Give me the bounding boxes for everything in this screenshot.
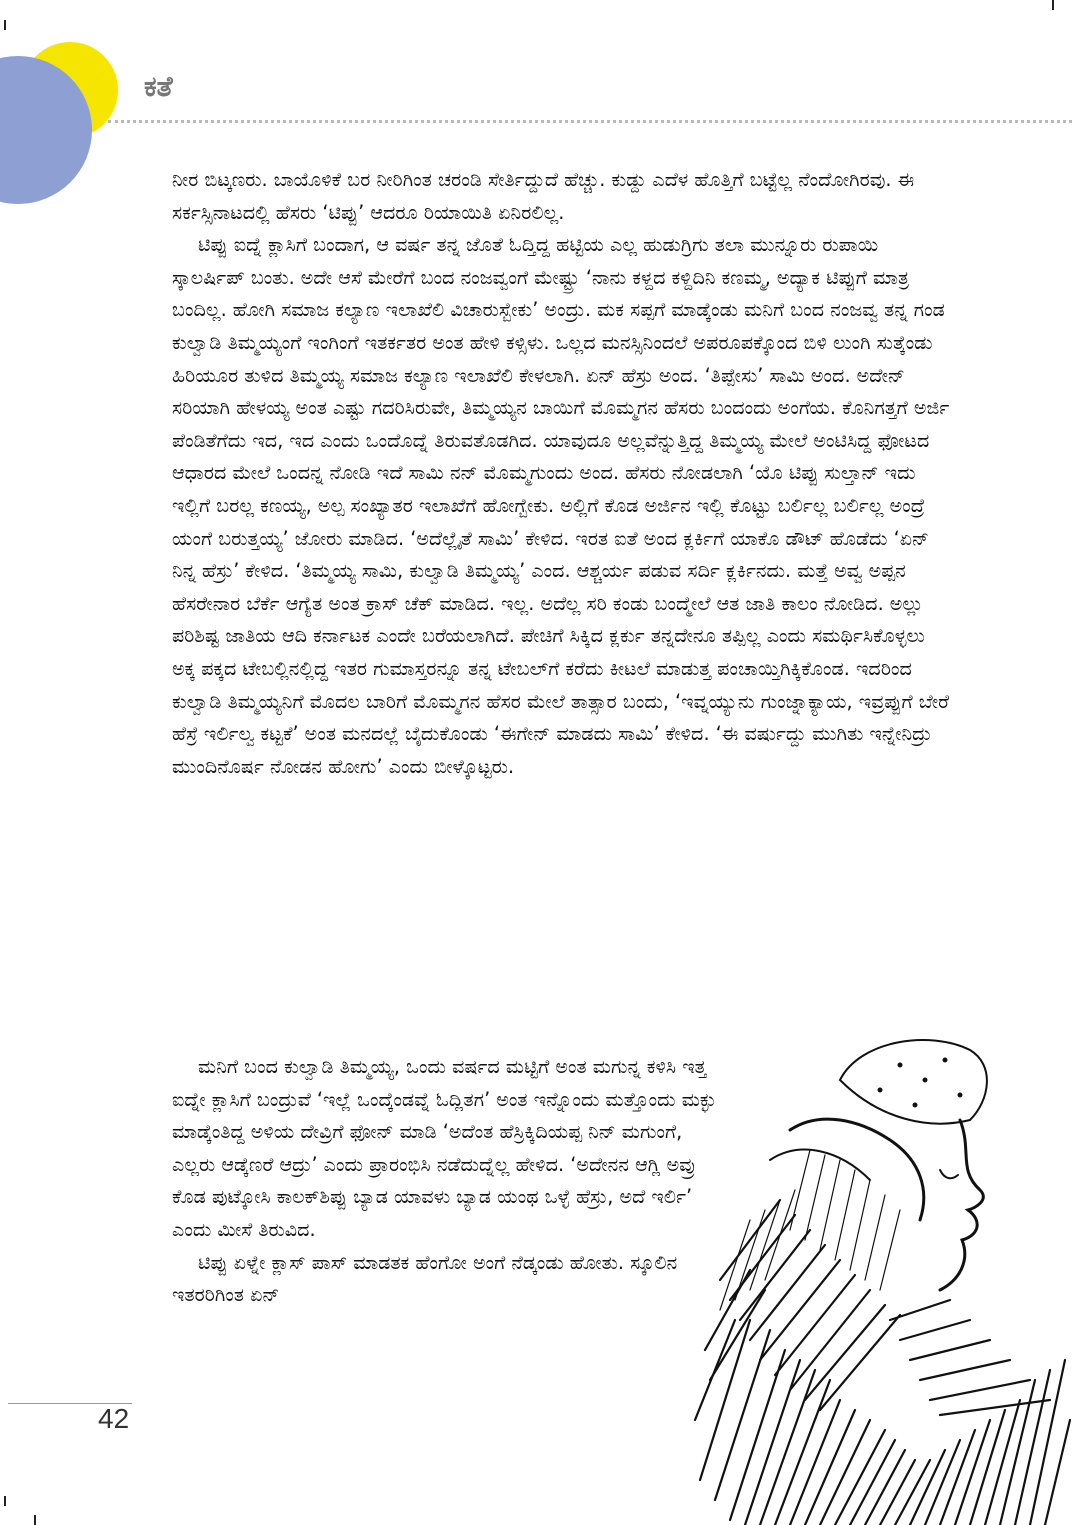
- article-body-narrow: [172, 1051, 728, 1312]
- crop-mark: [1052, 0, 1054, 10]
- sketch-portrait-illustration: [690, 1020, 1072, 1525]
- section-title: ಕತೆ: [144, 70, 173, 103]
- paragraph: ಟಿಪ್ಪು ಏಳ್ನೇ ಕ್ಲಾಸ್ ಪಾಸ್ ಮಾಡತಕ ಹೆಂಗೋ ಅಂಗೆ ನೆಡ್ಕಂಡು ಹೋತು. ಸ್ಕೂಲಿನ ಇತರರಿಗಿಂತ ಏನ್: [172, 1250, 678, 1307]
- paragraph: ಟಿಪ್ಪು ಐದ್ನೆ ಕ್ಲಾಸಿಗೆ ಬಂದಾಗ, ಆ ವರ್ಷ ತನ್ನ ಜೊತೆ ಓದ್ತಿದ್ದ ಹಟ್ಟಿಯ ಎಲ್ಲ ಹುಡುಗ್ರಿಗು ತಲಾ ಮುನ್ನೂರು ರುಪಾಯಿ ಸ್ಕಾಲರ್ಷಿಪ್ ಬಂತು. ಅದೇ ಆಸೆ ಮೇರೆಗೆ ಬಂದ ನಂಜವ್ವಂಗೆ ಮೇಷ್ಟ್ರು ‘ನಾನು ಕಳ್ದದ ಕಳ್ದಿದಿನಿ ಕಣಮ್ಮ, ಅದ್ಯಾಕ ಟಿಪ್ಪುಗೆ ಮಾತ್ರ ಬಂದಿಲ್ಲ. ಹೋಗಿ ಸಮಾಜ ಕಲ್ಯಾಣ ಇಲಾಖೆಲಿ ವಿಚಾರುಸ್ಬೇಕು’ ಅಂದ್ರು. ಮಕ ಸಪ್ಪಗೆ ಮಾಡ್ಕೆಂಡು ಮನಿಗೆ ಬಂದ ನಂಜವ್ವ ತನ್ನ ಗಂಡ ಕುಲ್ವಾಡಿ ತಿಮ್ಮಯ್ಯಂಗೆ ಇಂಗಿಂಗೆ ಇತರ್ಕತರ ಅಂತ ಹೇಳಿ ಕಳ್ಸಿಳು. ಒಲ್ಲದ ಮನಸ್ಸಿನಿಂದಲೆ ಅಪರೂಪಕ್ಕೊಂದ ಬಿಳಿ ಲುಂಗಿ ಸುತ್ಕೆಂಡು ಹಿರಿಯೂರ ತುಳಿದ ತಿಮ್ಮಯ್ಯ ಸಮಾಜ ಕಲ್ಯಾಣ ಇಲಾಖೆಲಿ ಕೇಳಲಾಗಿ. ಏನ್ ಹೆಸ್ರು ಅಂದ. ‘ತಿಪ್ಪೇಸು’ ಸಾಮಿ ಅಂದ. ಅದೇನ್ ಸರಿಯಾಗಿ ಹೇಳಯ್ಯ ಅಂತ ಎಷ್ಟು ಗದರಿಸಿರುವೇ, ತಿಮ್ಮಯ್ಯನ ಬಾಯಿಗೆ ಮೊಮ್ಮಗನ ಹೆಸರು ಬಂದಂದು ಅಂಗೆಯ. ಕೊನಿಗತ್ತಗೆ ಅರ್ಜಿ ಪೆಂಡಿತೆಗೆದು ಇದ, ಇದ ಎಂದು ಒಂದೊದ್ನೆ ತಿರುವತೊಡಗಿದ. ಯಾವುದೂ ಅಲ್ಲವೆನ್ನುತ್ತಿದ್ದ ತಿಮ್ಮಯ್ಯ ಮೇಲೆ ಅಂಟಿಸಿದ್ದ ಫೋಟದ ಆಧಾರದ ಮೇಲೆ ಒಂದನ್ನ ನೋಡಿ ಇದೆ ಸಾಮಿ ನನ್ ಮೊಮ್ಮಗುಂದು ಅಂದ. ಹೆಸರು ನೋಡಲಾಗಿ ‘ಯೊ ಟಿಪ್ಪು ಸುಲ್ತಾನ್ ಇದು ಇಲ್ಲಿಗೆ ಬರಲ್ಲ ಕಣಯ್ಯ, ಅಲ್ಪ ಸಂಖ್ಯಾತರ ಇಲಾಖೆಗೆ ಹೋಗ್ಬೇಕು. ಅಲ್ಲಿಗೆ ಕೊಡ ಅರ್ಜಿನ ಇಲ್ಲಿ ಕೊಟ್ಟು ಬರ್ಲಿಲ್ಲ ಬರ್ಲಿಲ್ಲ ಅಂದ್ರೆ ಯಂಗೆ ಬರುತ್ತಯ್ಯ’ ಜೋರು ಮಾಡಿದ. ‘ಅದೆಲ್ಲೈತೆ ಸಾಮಿ’ ಕೇಳಿದ. ಇರತ ಐತೆ ಅಂದ ಕ್ಲರ್ಕಿಗೆ ಯಾಕೊ ಡೌಟ್ ಹೊಡೆದು ‘ಏನ್ ನಿನ್ನ ಹೆಸ್ರು’ ಕೇಳಿದ. ‘ತಿಮ್ಮಯ್ಯ ಸಾಮಿ, ಕುಲ್ವಾಡಿ ತಿಮ್ಮಯ್ಯ’ ಎಂದ. ಆಶ್ಚರ್ಯ ಪಡುವ ಸರ್ದಿ ಕ್ಲರ್ಕಿನದು. ಮತ್ತೆ ಅವ್ವ ಅಪ್ಪನ ಹೆಸರೇನಾರ ಬೆರ್ಕೆ ಆಗ್ಯೆತ ಅಂತ ಕ್ರಾಸ್ ಚೆಕ್ ಮಾಡಿದ. ಇಲ್ಲ. ಅದೆಲ್ಲ ಸರಿ ಕಂಡು ಬಂದ್ಮೇಲೆ ಆತ ಜಾತಿ ಕಾಲಂ ನೋಡಿದ. ಅಲ್ಲು ಪರಿಶಿಷ್ಟ ಜಾತಿಯ ಆದಿ ಕರ್ನಾಟಕ ಎಂದೇ ಬರೆಯಲಾಗಿದೆ. ಪೇಚಿಗೆ ಸಿಕ್ಕಿದ ಕ್ಲರ್ಕು ತನ್ನದೇನೂ ತಪ್ಪಿಲ್ಲ ಎಂದು ಸಮರ್ಥಿಸಿಕೊಳ್ಳಲು ಅಕ್ಕ ಪಕ್ಕದ ಟೇಬಲ್ಲಿನಲ್ಲಿದ್ದ ಇತರ ಗುಮಾಸ್ತರನ್ನೂ ತನ್ನ ಟೇಬಲ್‌ಗೆ ಕರೆದು ಕೀಟಲೆ ಮಾಡುತ್ತ ಪಂಚಾಯ್ತಿಗಿಕ್ಕಿಕೊಂಡ. ಇದರಿಂದ ಕುಲ್ವಾಡಿ ತಿಮ್ಮಯ್ಯನಿಗೆ ಮೊದಲ ಬಾರಿಗೆ ಮೊಮ್ಮಗನ ಹೆಸರ ಮೇಲೆ ತಾತ್ಸಾರ ಬಂದು, ‘ಇವ್ನಯ್ಯುನು ಗುಂಜ್ನಾಕ್ಯಾಯ, ಇವ್ರಪ್ಪುಗೆ ಬೇರೆ ಹೆಸ್ರೆ ಇರ್ಲಿಲ್ವ ಕಟ್ಟಕೆ’ ಅಂತ ಮನದಲ್ಲೆ ಬೈದುಕೊಂಡು ‘ಈಗೇನ್ ಮಾಡದು ಸಾಮಿ’ ಕೇಳಿದ. ‘ಈ ವರ್ಷುದ್ದು ಮುಗಿತು ಇನ್ನೇನಿದ್ರು ಮುಂದಿನೊರ್ಷ ನೋಡನ ಹೋಗು’ ಎಂದು ಬೀಳ್ಕೊಟ್ಟರು.: [172, 233, 950, 778]
- crop-mark: [4, 1496, 6, 1506]
- article-body: [172, 164, 952, 783]
- paragraph: ನೀರ ಬಿಟ್ಕಣರು. ಬಾಯೊಳಿಕೆ ಬರ ನೀರಿಗಿಂತ ಚರಂಡಿ ಸೇರ್ತಿದ್ದುದೆ ಹೆಚ್ಚು. ಕುಡ್ದು ಎದೆಳ ಹೊತ್ತಿಗೆ ಬಟ್ಟೆಲ್ಲ ನೆಂದೋಗಿರವು. ಈ ಸರ್ಕಸ್ಸಿನಾಟದಲ್ಲಿ ಹೆಸರು ‘ಟಿಪ್ಪು’ ಆದರೂ ರಿಯಾಯಿತಿ ಏನಿರಲಿಲ್ಲ.: [172, 168, 915, 224]
- page-number: 42: [98, 1403, 130, 1434]
- crop-mark: [34, 1515, 36, 1525]
- decorative-circles-icon: [0, 0, 140, 220]
- header-dotted-rule: [108, 120, 1072, 123]
- paragraph: ಮನಿಗೆ ಬಂದ ಕುಲ್ವಾಡಿ ತಿಮ್ಮಯ್ಯ, ಒಂದು ವರ್ಷದ ಮಟ್ಟಿಗೆ ಅಂತ ಮಗುನ್ನ ಕಳಿಸಿ ಇತ್ತ ಐದ್ನೇ ಕ್ಲಾಸಿಗೆ ಬಂದ್ರುವೆ ‘ಇಲ್ಲೆ ಒಂದ್ಕೆಂಡವ್ನೆ ಓದ್ಲಿತಗ’ ಅಂತ ಇನ್ನೊಂದು ಮತ್ತೊಂದು ಮಕ್ಳು ಮಾಡ್ಕೆಂತಿದ್ದ ಅಳಿಯ ದೇವ್ರಿಗೆ ಫೋನ್ ಮಾಡಿ ‘ಅದೆಂತ ಹೆಸ್ರಿಕ್ಕಿದಿಯಪ್ಪ ನಿನ್ ಮಗುಂಗೆ, ಎಲ್ಲರು ಆಡ್ಕೆಣರೆ ಆದ್ರು’ ಎಂದು ಪ್ರಾರಂಭಿಸಿ ನಡೆದುದ್ನೆಲ್ಲ ಹೇಳಿದ. ‘ಅದೇನನ ಆಗ್ಲಿ ಅವ್ರು ಕೊಡ ಪುಟ್ಕೋಸಿ ಕಾಲಕ್‌ಶಿಪ್ಪು ಬ್ಯಾಡ ಯಾವಳು ಬ್ಯಾಡ ಯಂಥ ಒಳ್ಳೆ ಹೆಸ್ರು, ಅದೆ ಇರ್ಲಿ’ ಎಂದು ಮೀಸೆ ತಿರುವಿದ.: [172, 1055, 716, 1241]
